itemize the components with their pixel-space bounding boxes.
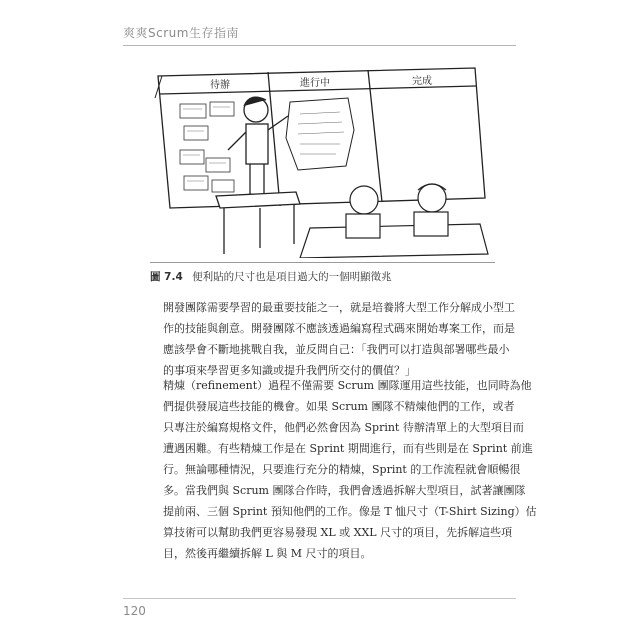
figure-label: 圖 7.4: [150, 271, 183, 283]
paragraph-line: 遭遇困難。有些精煉工作是在 Sprint 期間進行，而有些則是在 Sprint 前進: [163, 442, 533, 455]
person-on-chair: [216, 97, 300, 254]
header-divider: [123, 45, 516, 46]
paragraph-line: 開發團隊需要學習的最重要技能之一，就是培養將大型工作分解成小型工: [163, 301, 515, 314]
running-header-title: 爽爽Scrum生存指南: [123, 26, 239, 40]
figure-illustration: [150, 58, 490, 258]
paragraph-line: 行。無論哪種情況，只要進行充分的精煉，Sprint 的工作流程就會順暢很: [163, 463, 521, 476]
paragraph-line: 精煉（refinement）過程不僅需要 Scrum 團隊運用這些技能，也同時為他: [163, 379, 532, 392]
paragraph-line: 的事項來學習更多知識或提升我們所交付的價值？」: [163, 364, 416, 377]
footer-divider: [123, 598, 516, 599]
page-number: 120: [123, 604, 146, 618]
board-column-todo: 待辦: [210, 80, 230, 91]
paragraph-line: 多。當我們與 Scrum 團隊合作時，我們會透過拆解大型項目，試著讓團隊: [163, 484, 526, 497]
paragraph-line: 目，然後再繼續拆解 L 與 M 尺寸的項目。: [163, 547, 372, 560]
paragraph-line: 只專注於編寫規格文件，他們必然會因為 Sprint 待辦清單上的大型項目而: [163, 421, 524, 434]
oversized-sticky-note: [286, 98, 354, 170]
paragraph-line: 算技術可以幫助我們更容易發現 XL 或 XXL 尺寸的項目，先拆解這些項: [163, 526, 513, 539]
paragraph-line: 們提供發展這些技能的機會。如果 Scrum 團隊不精煉他們的工作，或者: [163, 400, 515, 413]
figure-divider: [150, 262, 495, 263]
paragraph-1: [163, 297, 515, 381]
desk-with-team: [300, 184, 488, 258]
paragraph-line: 作的技能與創意。開發團隊不應該透過編寫程式碼來開始專案工作，而是: [163, 322, 515, 335]
paragraph-line: 提前兩、三個 Sprint 預知他們的工作。像是 T 恤尺寸（T-Shirt Sizing）估: [163, 505, 537, 518]
board-column-done: 完成: [412, 76, 432, 87]
sticky-notes-todo: [180, 102, 234, 192]
paragraph-2: [163, 375, 537, 564]
figure-caption-text: 便利貼的尺寸也是項目過大的一個明顯徵兆: [192, 271, 392, 283]
paragraph-line: 應該學會不斷地挑戰自我，並反問自己：「我們可以打造與部署哪些最小: [163, 343, 510, 356]
board-column-doing: 進行中: [300, 78, 330, 89]
figure-caption: [150, 269, 392, 284]
